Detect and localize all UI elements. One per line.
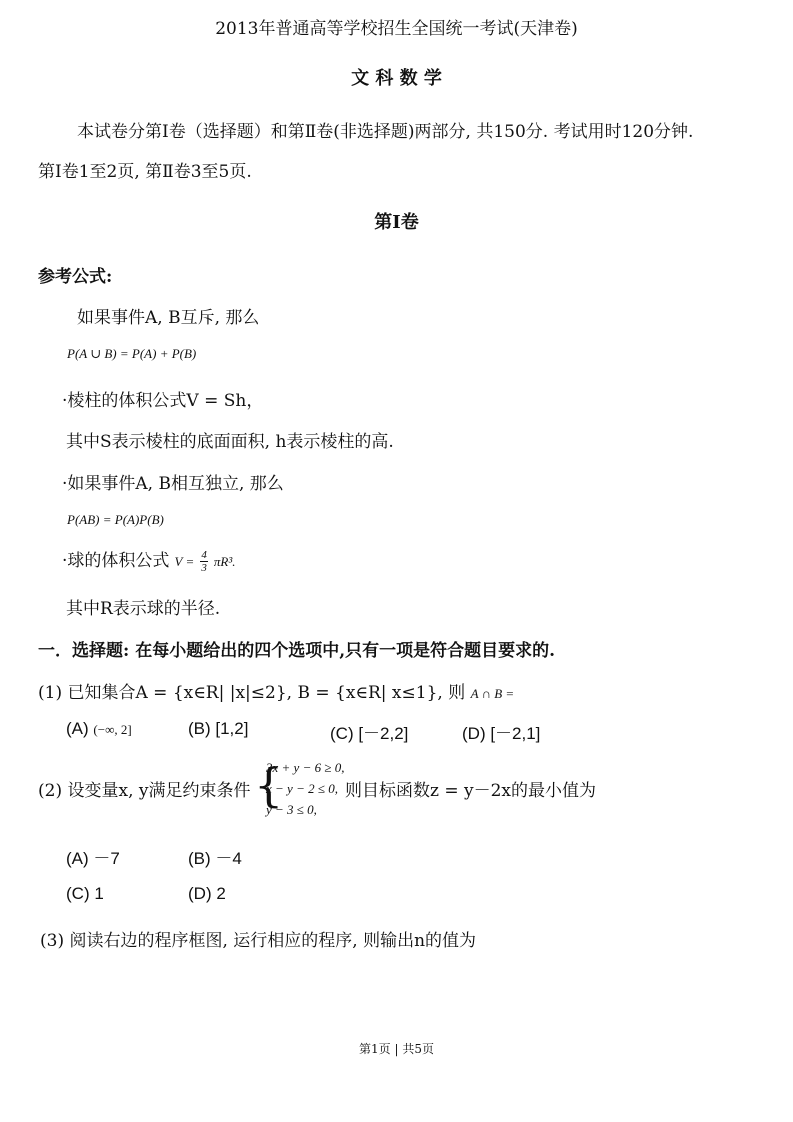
question-1-stem-tail: A ∩ B =: [470, 686, 515, 701]
part-1-title: 第Ⅰ卷: [374, 212, 419, 233]
page-footer: 第1页 | 共5页: [359, 1042, 434, 1056]
constraint-brace: {: [254, 758, 284, 812]
subject-title: 文 科 数 学: [351, 68, 442, 89]
formula-3: P(AB) = P(A)P(B): [67, 512, 164, 527]
question-1-option-a-label: (A): [66, 719, 89, 738]
question-1-stem-text: (1) 已知集合A = {x∈R| |x|≤2}, B = {x∈R| x≤1}, 则: [38, 683, 466, 703]
intro-line-1: 本试卷分第Ⅰ卷（选择题）和第Ⅱ卷(非选择题)两部分, 共150分. 考试用时120分钟.: [77, 122, 694, 142]
intro-line-2: 第Ⅰ卷1至2页, 第Ⅱ卷3至5页.: [38, 162, 252, 182]
question-1-option-d: (D) [－2,1]: [462, 724, 541, 743]
exam-title: 2013年普通高等学校招生全国统一考试(天津卷): [215, 19, 578, 39]
question-1-stem: [38, 678, 514, 703]
section-1-title: 一．选择题: 在每小题给出的四个选项中,只有一项是符合题目要求的.: [38, 641, 556, 661]
constraint-1: 3x + y − 6 ≥ 0,: [266, 760, 345, 775]
formula-1: P(A ∪ B) = P(A) + P(B): [67, 346, 197, 361]
formula-4-rhs: πR³.: [213, 554, 236, 569]
question-2-option-c: (C) 1: [66, 884, 104, 903]
formula-2-note: 其中S表示棱柱的底面面积, h表示棱柱的高.: [66, 432, 394, 452]
formula-4-denominator: 3: [201, 562, 207, 574]
formula-3-text: ·如果事件A, B相互独立, 那么: [62, 474, 284, 494]
question-2-stem-tail: 则目标函数z = y－2x的最小值为: [345, 781, 597, 801]
question-1-option-a: [66, 719, 132, 739]
formula-4-fraction: [200, 549, 208, 574]
formulas-heading: 参考公式:: [38, 267, 113, 287]
question-2-option-b: (B) －4: [188, 849, 242, 868]
formula-4-text: ·球的体积公式: [62, 551, 170, 571]
question-1-option-c: (C) [－2,2]: [330, 724, 409, 743]
formula-4-numerator: 4: [201, 549, 207, 561]
formula-4: [62, 546, 236, 574]
question-2-stem: (2) 设变量x, y满足约束条件: [38, 781, 251, 801]
constraint-3: y − 3 ≤ 0,: [266, 802, 317, 817]
question-1-option-b: (B) [1,2]: [188, 719, 249, 738]
formula-4-note: 其中R表示球的半径.: [66, 599, 221, 619]
question-2-option-d: (D) 2: [188, 884, 226, 903]
formula-2-text: ·棱柱的体积公式V = Sh，: [62, 391, 264, 411]
question-2-option-a: (A) －7: [66, 849, 120, 868]
formula-4-lhs: V =: [174, 554, 195, 569]
constraint-2: x − y − 2 ≤ 0,: [266, 781, 338, 796]
formula-1-text: 如果事件A, B互斥, 那么: [77, 308, 260, 328]
question-3-stem: (3) 阅读右边的程序框图, 运行相应的程序, 则输出n的值为: [40, 931, 477, 951]
question-1-option-a-value: (−∞, 2]: [93, 722, 132, 737]
